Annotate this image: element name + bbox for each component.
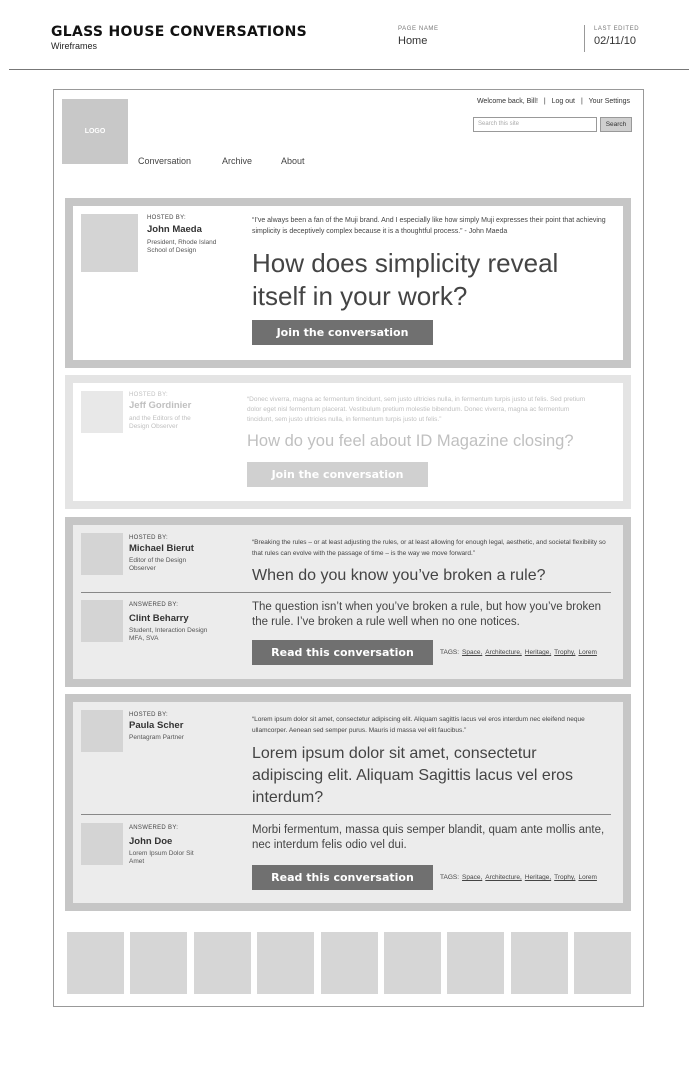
read-conversation-button[interactable]: Read this conversation	[252, 640, 433, 665]
answer-label: ANSWERED BY:	[129, 602, 179, 608]
answerer-photo	[81, 823, 123, 865]
read-conversation-button[interactable]: Read this conversation	[252, 865, 433, 890]
footer-tile[interactable]	[574, 932, 631, 994]
tags-label: TAGS:	[440, 649, 460, 656]
tag-link[interactable]: Architecture,	[485, 649, 522, 656]
section-divider	[81, 592, 611, 593]
host-photo	[81, 533, 123, 575]
answerer-photo	[81, 600, 123, 642]
logout-link[interactable]: Log out	[551, 98, 575, 105]
footer-tiles	[67, 932, 631, 994]
doc-title: GLASS HOUSE CONVERSATIONS	[51, 24, 308, 40]
tag-link[interactable]: Trophy,	[554, 649, 576, 656]
site-logo[interactable]: LOGO	[62, 99, 128, 164]
footer-tile[interactable]	[384, 932, 441, 994]
answer-text: The question isn’t when you’ve broken a rule, but how you’ve broken the rule. I’ve broken a rule well when no one notices.	[252, 601, 602, 628]
host-name[interactable]: Paula Scher	[129, 720, 184, 731]
separator: |	[580, 98, 583, 105]
host-role: President, Rhode Island School of Design	[147, 239, 217, 254]
footer-tile[interactable]	[511, 932, 568, 994]
tag-link[interactable]: Heritage,	[524, 874, 552, 881]
utility-links	[477, 98, 630, 105]
last-edited-value: 02/11/10	[594, 35, 637, 47]
answerer-role: Student, Interaction Design MFA, SVA	[129, 627, 208, 642]
host-role: and the Editors of the Design Observer	[129, 415, 191, 430]
tag-list	[440, 649, 597, 656]
join-conversation-button[interactable]: Join the conversation	[252, 320, 433, 345]
conversation-question[interactable]: Lorem ipsum dolor sit amet, consectetur adipiscing elit. Aliquam Sagittis lacus vel eros interdum?	[252, 745, 574, 806]
welcome-text: Welcome back, Bill!	[476, 98, 538, 105]
host-label: HOSTED BY:	[129, 392, 169, 398]
tag-link[interactable]: Lorem	[578, 874, 597, 881]
tag-link[interactable]: Lorem	[578, 649, 597, 656]
last-edited-label: LAST EDITED	[594, 26, 640, 32]
conversation-question[interactable]: How does simplicity reveal itself in your work?	[252, 248, 559, 311]
search-button[interactable]: Search	[600, 117, 632, 132]
section-divider	[81, 814, 611, 815]
tag-link[interactable]: Space,	[462, 649, 483, 656]
tag-link[interactable]: Trophy,	[554, 874, 576, 881]
answer-label: ANSWERED BY:	[129, 825, 179, 831]
host-name[interactable]: Michael Bierut	[129, 543, 194, 554]
host-label: HOSTED BY:	[129, 712, 169, 718]
footer-tile[interactable]	[67, 932, 124, 994]
doc-subtitle: Wireframes	[51, 41, 98, 51]
host-quote: “I’ve always been a fan of the Muji brand. And I especially like how simply Muji expresses their point that achieving simplicity is deceptively complex because it is a thoughtful process.” - John Maeda	[252, 217, 606, 235]
separator: |	[543, 98, 546, 105]
conversation-card-featured	[65, 198, 631, 368]
answer-text: Morbi fermentum, massa quis semper blandit, quam ante mollis ante, nec interdum felis odio vel dui.	[252, 824, 605, 851]
footer-tile[interactable]	[194, 932, 251, 994]
header-divider	[584, 25, 585, 52]
nav-item-archive[interactable]: Archive	[222, 156, 253, 166]
host-name[interactable]: John Maeda	[147, 224, 202, 235]
tag-link[interactable]: Heritage,	[524, 649, 552, 656]
settings-link[interactable]: Your Settings	[588, 98, 630, 105]
search-input[interactable]: Search this site	[473, 117, 597, 132]
conversation-question: How do you feel about ID Magazine closing?	[247, 432, 574, 450]
host-photo	[81, 391, 123, 433]
answerer-name[interactable]: John Doe	[129, 836, 173, 847]
host-label: HOSTED BY:	[129, 535, 169, 541]
main-nav	[138, 156, 305, 166]
tag-link[interactable]: Space,	[462, 874, 483, 881]
join-conversation-button[interactable]: Join the conversation	[247, 462, 428, 487]
conversation-card-answered	[65, 517, 631, 687]
page-name-value: Home	[398, 35, 428, 47]
tag-link[interactable]: Architecture,	[485, 874, 522, 881]
answerer-name[interactable]: Clint Beharry	[129, 613, 189, 624]
host-quote: “Breaking the rules – or at least adjusting the rules, or at least allowing for enough legal, aesthetic, and societal flexibility so that rules can evolve with the passage of time – is the way we move forward.”	[252, 539, 606, 557]
nav-item-conversation[interactable]: Conversation	[138, 156, 192, 166]
answerer-role: Lorem Ipsum Dolor Sit Amet	[129, 850, 194, 865]
footer-tile[interactable]	[257, 932, 314, 994]
conversation-card-upcoming	[65, 375, 631, 509]
host-photo	[81, 214, 138, 272]
footer-tile[interactable]	[130, 932, 187, 994]
page-name-label: PAGE NAME	[398, 26, 439, 32]
host-role: Pentagram Partner	[129, 734, 184, 741]
footer-tile[interactable]	[447, 932, 504, 994]
conversation-card-answered	[65, 694, 631, 911]
host-role: Editor of the Design Observer	[129, 557, 187, 572]
conversation-question[interactable]: When do you know you’ve broken a rule?	[252, 567, 546, 584]
header-rule	[9, 69, 689, 70]
host-name: Jeff Gordinier	[129, 400, 192, 411]
host-quote: “Lorem ipsum dolor sit amet, consectetur adipiscing elit. Aliquam sagittis lacus vel eros interdum nec eleifend neque ullamcorper. Aenean sed semper purus. Mauris id massa vel elit faucibus.”	[252, 716, 585, 734]
host-label: HOSTED BY:	[147, 215, 187, 221]
tag-list	[440, 874, 597, 881]
footer-tile[interactable]	[321, 932, 378, 994]
host-photo	[81, 710, 123, 752]
tags-label: TAGS:	[440, 874, 460, 881]
nav-item-about[interactable]: About	[281, 156, 305, 166]
host-quote: “Donec viverra, magna ac fermentum tincidunt, sem justo ultricies nulla, in fermentum turpis justo ut felis. Sed pretium dolor eget nisl fermentum placerat. Vestibulum pretium molestie bibendum. Donec viverra, magna ac fermentum tincidunt, sem justo ultricies nulla, in fermentum turpis justo ut felis.”	[247, 396, 586, 423]
